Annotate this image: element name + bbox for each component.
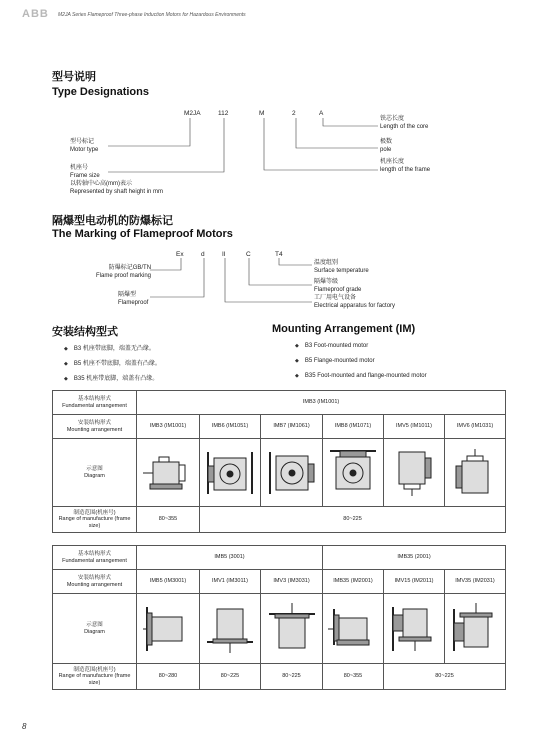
range-header: 制造范围(机座号) Range of manufacture (frame size) [53,507,137,533]
diagram-header: 示意图 Diagram [53,439,137,507]
factory-apparatus-label: 工厂用电气设备 Electrical apparatus for factory [314,295,396,309]
mounting-cell: IMV1 (IM3011) [200,570,261,594]
motor-b7-diagram [267,448,317,498]
flameproof-type-label: 隔爆型 Flameproof [118,292,149,306]
mounting-item-en-b5: ◆ B5 Flange-mounted motor [295,358,375,364]
motor-b5-diagram [143,603,193,655]
mounting-cell: IMB8 (IM1071) [323,415,384,439]
mounting-cell: IMB6 (IM1051) [200,415,261,439]
flameproof-title-cn: 隔爆型电动机的防爆标记 [52,214,173,227]
mounting-cell: IMV3 (IM3031) [261,570,323,594]
mounting-cell: IMV15 (IM2011) [384,570,445,594]
diagram-cell [261,594,323,664]
core-length-label: 铁芯长度 Length of the core [380,116,429,130]
code-d: d [201,251,205,258]
table-row [53,546,506,570]
mounting-cell: IMB5 (IM3001) [137,570,200,594]
frame-length-label: 机座长度 length of the frame [380,159,431,173]
code-ii: II [222,251,226,258]
mounting-cell: IMV35 (IM2031) [445,570,506,594]
range-cell: 80~225 [200,507,506,533]
range-cell: 80~355 [137,507,200,533]
fundamental-value: IMB35 (2001) [323,546,506,570]
diagram-cell [445,594,506,664]
motor-b35-diagram [328,603,378,655]
table-row [53,664,506,690]
code-112: 112 [218,110,229,117]
diagram-header: 示意图 Diagram [53,594,137,664]
motor-v5-diagram [389,448,439,498]
page-number: 8 [22,722,27,731]
frame-size-label: 机座号 Frame size 以转轴中心高(mm)表示 Represented by shaft height in mm [70,165,164,195]
fundamental-header: 基本结构形式 Fundamental arrangement [53,391,137,415]
table-row [53,570,506,594]
diagram-cell [137,594,200,664]
motor-v6-diagram [450,448,500,498]
fundamental-header: 基本结构形式 Fundamental arrangement [53,546,137,570]
mounting-title-en: Mounting Arrangement (IM) [272,323,416,335]
mounting-table-2 [52,545,506,690]
mounting-table-1 [52,390,506,533]
table-row [53,507,506,533]
flameproof-grade-label: 隔爆等级 Flameproof grade [314,279,362,293]
code-m: M [259,110,265,117]
mounting-item-cn-b3: ◆ B3 机座带底脚，端盖无凸缘。 [64,343,155,352]
mounting-title-cn: 安装结构型式 [52,325,118,338]
range-cell: 80~280 [137,664,200,690]
code-t4: T4 [275,251,283,258]
mounting-cell: IMB3 (IM1001) [137,415,200,439]
abb-logo: ABB [22,8,49,20]
mounting-cell: IMB7 (IM1061) [261,415,323,439]
pole-label: 极数 pole [380,139,393,153]
table-row [53,415,506,439]
table-row [53,594,506,664]
mounting-cell: IMV5 (IM1011) [384,415,445,439]
mounting-cell: IMV6 (IM1031) [445,415,506,439]
mounting-item-cn-b35: ◆ B35 机座带底脚，端盖有凸缘。 [64,373,158,382]
code-a: A [319,110,324,117]
type-designations-title-cn: 型号说明 [52,70,96,83]
range-cell: 80~225 [384,664,506,690]
fundamental-value: IMB3 (IM1001) [137,391,506,415]
mounting-item-en-b3: ◆ B3 Foot-mounted motor [295,343,368,349]
motor-b3-diagram [143,448,193,498]
motor-v15-diagram [389,603,439,655]
range-header: 制造范围(机座号) Range of manufacture (frame size) [53,664,137,690]
diagram-cell [261,439,323,507]
diagram-cell [323,439,384,507]
range-cell: 80~225 [261,664,323,690]
diagram-cell [200,594,261,664]
diagram-cell [200,439,261,507]
diagram-cell [384,594,445,664]
code-c: C [246,251,251,258]
diagram-cell [137,439,200,507]
mounting-item-en-b35: ◆ B35 Foot-mounted and flange-mounted motor [295,373,427,379]
flameproof-title-en: The Marking of Flameproof Motors [52,228,233,240]
code-ex: Ex [176,251,184,258]
header-subtitle: M2JA Series Flameproof Three-phase Induction Motors for Hazardous Environments [58,12,246,18]
motor-b8-diagram [328,448,378,498]
table-row [53,439,506,507]
code-m2ja: M2JA [184,110,201,117]
type-designations-title-en: Type Designations [52,86,149,98]
range-cell: 80~225 [200,664,261,690]
motor-b6-diagram [205,448,255,498]
mounting-header: 安装结构形式 Mounting arrangement [53,415,137,439]
mounting-cell: IMB35 (IM2001) [323,570,384,594]
flameproof-marking-label: 防爆标记GB/TN Flame proof marking [96,265,152,279]
code-2: 2 [292,110,296,117]
diagram-cell [384,439,445,507]
mounting-item-cn-b5: ◆ B5 机座不带底脚，端盖有凸缘。 [64,358,161,367]
motor-v1-diagram [205,603,255,655]
fundamental-value: IMB5 (3001) [137,546,323,570]
diagram-cell [445,439,506,507]
mounting-header: 安装结构形式 Mounting arrangement [53,570,137,594]
motor-type-label: 型号标记 Motor type [70,139,99,153]
table-row [53,391,506,415]
temperature-label: 温度组别 Surface temperature [314,260,369,274]
range-cell: 80~355 [323,664,384,690]
motor-v35-diagram [450,603,500,655]
motor-v3-diagram [267,603,317,655]
diagram-cell [323,594,384,664]
